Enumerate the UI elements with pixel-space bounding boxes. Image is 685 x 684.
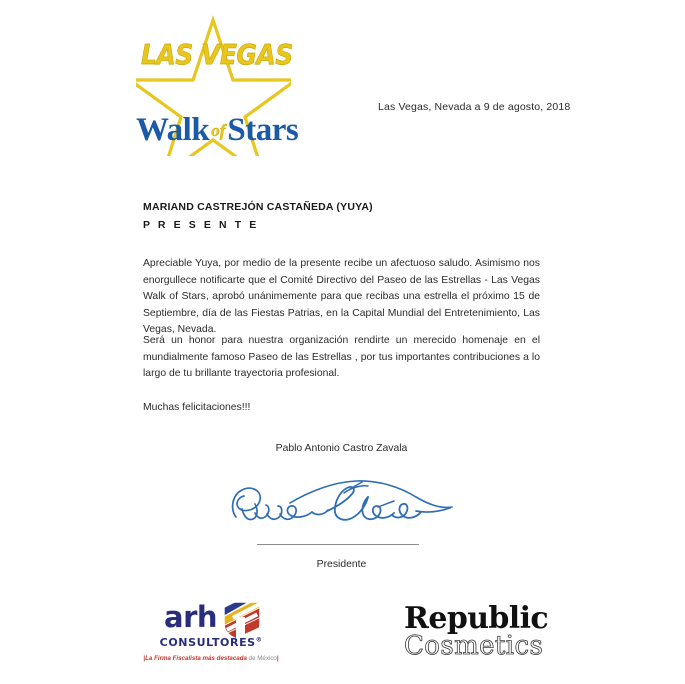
arh-consultores-logo [136, 598, 286, 672]
arh-subtitle-text: CONSULTORES [159, 636, 256, 649]
body-paragraph-1: Apreciable Yuya, por medio de la presente recibe un afectuoso saludo. Asimismo nos enorgullece notificarte que el Comité Directivo del Paseo de las Estrellas - Las Vegas Walk of Stars, aprobó unánimemente para que recibas una estrella el próximo 15 de Septiembre, día de las Fiestas Patrias, en la Capital Mundial del Entretenimiento, Las Vegas, Nevada. [143, 258, 540, 336]
letterhead-logo [136, 14, 299, 156]
addressee-salutation: P R E S E N T E [143, 219, 259, 231]
body-paragraph-2: Será un honor para nuestra organización rendirte un merecido homenaje en el mundialmente famoso Paseo de las Estrellas , por tus importantes contribuciones a lo largo de tu brillante trayectoria profesional. [143, 335, 540, 380]
date-line: Las Vegas, Nevada a 9 de agosto, 2018 [378, 101, 571, 113]
arh-wordmark: arh [164, 600, 218, 634]
arh-tagline-bar-right: | [276, 655, 279, 662]
body-paragraph-3: Muchas felicitaciones!!! [143, 402, 251, 413]
signer-name: Pablo Antonio Castro Zavala [275, 443, 408, 454]
arh-tagline-bold: La Firma Fiscalista más destacada [145, 655, 247, 662]
letterhead-las-vegas-text: LAS VEGAS [141, 38, 293, 71]
signer-title: Presidente [316, 559, 367, 570]
cosmetics-wordmark: Cosmetics [404, 630, 544, 661]
signature-rule [257, 544, 419, 545]
signature-icon [228, 473, 458, 535]
letterhead-walk-word: Walk [136, 112, 210, 148]
republic-cosmetics-logo [404, 601, 554, 662]
arh-tagline [138, 655, 284, 662]
arh-trademark: ® [255, 636, 263, 644]
handwritten-signature [228, 473, 458, 535]
letterhead-of-word: of [211, 121, 226, 140]
letterhead-walk-of-stars-text [136, 112, 299, 148]
addressee-name: MARIAND CASTREJÓN CASTAÑEDA (YUYA) [143, 201, 373, 213]
arh-tagline-bar-left: | [143, 655, 146, 662]
footer-logos [0, 596, 685, 676]
arh-subtitle [136, 636, 286, 649]
republic-wordmark: Republic [404, 601, 549, 636]
arh-tagline-light: de México [246, 655, 277, 662]
letterhead-stars-word: Stars [227, 112, 299, 148]
